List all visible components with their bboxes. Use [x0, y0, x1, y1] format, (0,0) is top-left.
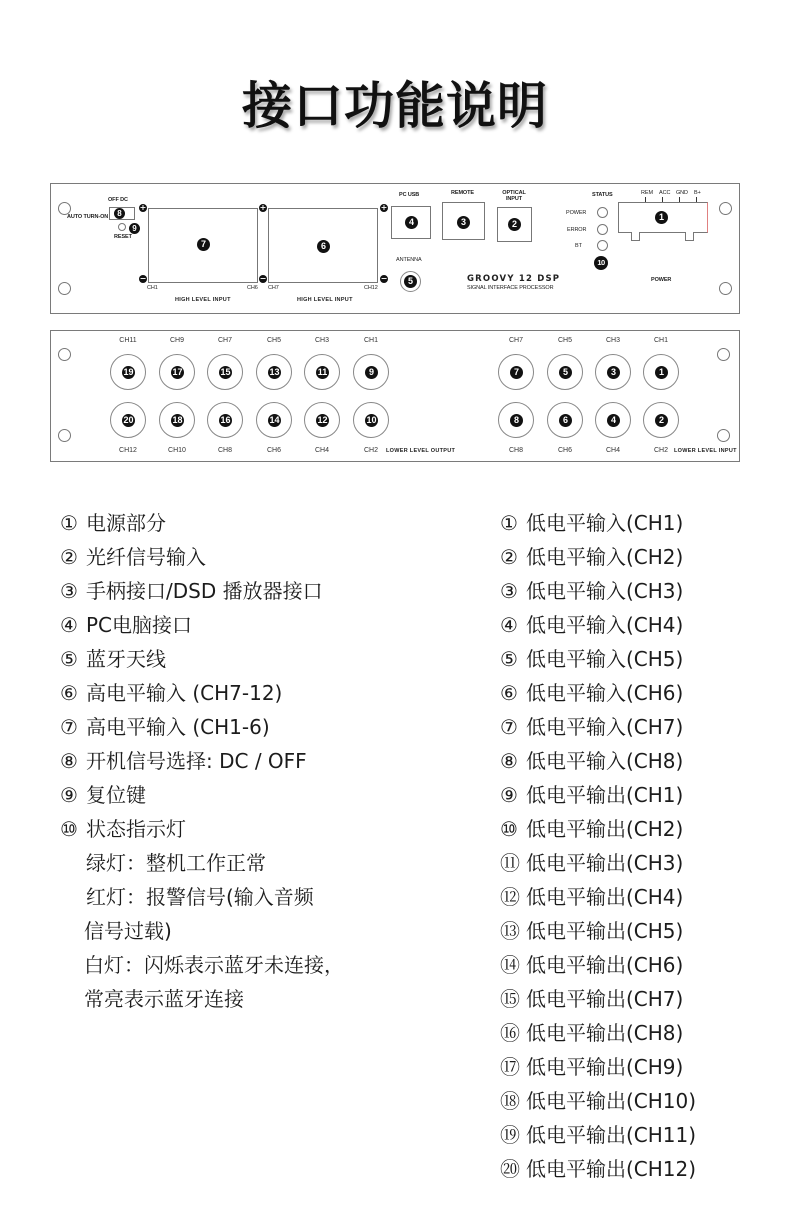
callout-badge: 15 [220, 367, 231, 377]
rca-jack [256, 402, 292, 438]
reset-label: RESET [114, 234, 132, 240]
ch-label: CH1 [653, 337, 668, 344]
led-label: BT [575, 243, 582, 249]
rca-jack [304, 354, 340, 390]
high-level-input-2-connector [268, 208, 378, 283]
callout-badge: 13 [269, 367, 280, 377]
status-note: 绿灯：整机工作正常 [86, 851, 266, 875]
bottom-panel-diagram [50, 330, 740, 462]
callout-badge: 16 [220, 415, 231, 425]
rca-jack [643, 354, 679, 390]
callout-badge: 5 [404, 275, 417, 288]
minus-icon: − [380, 274, 388, 283]
callout-badge: 7 [510, 366, 523, 379]
callout-badge: 1 [655, 211, 668, 224]
top-panel-diagram [50, 183, 740, 314]
rca-jack [159, 354, 195, 390]
callout-badge: 6 [559, 414, 572, 427]
list-item: ⑦ 高电平输入 (CH1-6) [60, 715, 270, 739]
ch-label: CH9 [169, 337, 184, 344]
rca-jack [304, 402, 340, 438]
right-legend-list [500, 506, 696, 1186]
ch-label: CH11 [119, 337, 137, 344]
connector-tab [631, 232, 640, 241]
switch-side-label: AUTO TURN-ON [67, 214, 109, 220]
callout-badge: 9 [365, 366, 378, 379]
ch-label: CH4 [605, 447, 620, 454]
callout-badge: 19 [123, 367, 134, 377]
rca-jack [643, 402, 679, 438]
callout-badge: 3 [457, 216, 470, 229]
auto-turn-on-switch [109, 207, 135, 220]
mount-hole-icon [58, 282, 71, 295]
rca-jack [498, 354, 534, 390]
list-item: ④ PC电脑接口 [60, 613, 193, 637]
rca-jack [498, 402, 534, 438]
power-pin-label: GND [676, 190, 688, 196]
status-title: STATUS [592, 192, 613, 198]
plus-icon: + [380, 203, 388, 212]
ch-label: CH8 [508, 447, 523, 454]
remote-label: REMOTE [451, 190, 474, 196]
left-legend-list [60, 506, 344, 1016]
callout-badge: 8 [510, 414, 523, 427]
led-label: POWER [566, 210, 587, 216]
status-note: 白灯：闪烁表示蓝牙未连接， [84, 953, 344, 977]
list-item: ⑳ 低电平输出(CH12) [500, 1157, 697, 1181]
list-item: ⑤ 低电平输入(CH5) [500, 647, 684, 671]
list-item: ② 低电平输入(CH2) [500, 545, 684, 569]
ch-label: CH1 [147, 285, 158, 291]
list-item: ⑩ 低电平输出(CH2) [500, 817, 684, 841]
section-label: LOWER LEVEL OUTPUT [386, 448, 456, 454]
reset-button-icon [118, 223, 126, 231]
mount-hole-icon [58, 348, 71, 361]
callout-badge: 18 [172, 415, 183, 425]
list-item: ⑥ 低电平输入(CH6) [500, 681, 684, 705]
ch-label: CH7 [268, 285, 279, 291]
list-item: ⑯ 低电平输出(CH8) [500, 1021, 684, 1045]
list-item: ③ 手柄接口/DSD 播放器接口 [60, 579, 323, 603]
rca-jack [110, 354, 146, 390]
list-item: ② 光纤信号输入 [60, 545, 206, 569]
callout-badge: 12 [317, 415, 328, 425]
rca-jack [353, 402, 389, 438]
pc-usb-port [391, 206, 431, 239]
high-level-input-1-connector [148, 208, 258, 283]
optical-label: OPTICAL INPUT [502, 190, 526, 202]
rca-jack [256, 354, 292, 390]
minus-icon: − [139, 274, 147, 283]
plus-icon: + [139, 203, 147, 212]
section-label: HIGH LEVEL INPUT [297, 297, 353, 303]
ch-label: CH6 [557, 447, 572, 454]
switch-top-label: OFF DC [108, 197, 128, 203]
list-item: ⑲ 低电平输出(CH11) [500, 1123, 697, 1147]
brand-subtitle: SIGNAL INTERFACE PROCESSOR [467, 285, 554, 291]
rca-jack [547, 354, 583, 390]
ch-label: CH7 [508, 337, 523, 344]
power-pin-label: REM [641, 190, 653, 196]
page-title: 接口功能说明 [242, 77, 548, 135]
callout-badge: 9 [129, 223, 140, 234]
list-item: ⑧ 开机信号选择: DC / OFF [60, 749, 307, 773]
status-note: 信号过载) [84, 919, 172, 943]
pc-usb-label: PC USB [399, 192, 420, 198]
power-pin-label: ACC [659, 190, 671, 196]
list-item: ⑭ 低电平输出(CH6) [500, 953, 684, 977]
list-item: ⑮ 低电平输出(CH7) [500, 987, 684, 1011]
callout-badge: 1 [655, 366, 668, 379]
connector-tab [685, 232, 694, 241]
mount-hole-icon [58, 429, 71, 442]
list-item: ⑩ 状态指示灯 [60, 817, 186, 841]
list-item: ⑨ 低电平输出(CH1) [500, 783, 684, 807]
power-connector [618, 202, 708, 233]
callout-badge: 14 [269, 415, 280, 425]
ch-label: CH10 [168, 447, 186, 454]
plus-icon: + [259, 203, 267, 212]
antenna-connector [400, 271, 421, 292]
rca-jack [159, 402, 195, 438]
ch-label: CH2 [363, 447, 378, 454]
rca-jack [207, 354, 243, 390]
rca-jack [547, 402, 583, 438]
list-item: ③ 低电平输入(CH3) [500, 579, 684, 603]
ch-label: CH5 [557, 337, 572, 344]
error-led-icon [597, 224, 608, 235]
mount-hole-icon [717, 429, 730, 442]
list-item: ⑥ 高电平输入 (CH7-12) [60, 681, 283, 705]
rca-jack [595, 354, 631, 390]
callout-badge: 4 [405, 216, 418, 229]
callout-badge: 2 [508, 218, 521, 231]
list-item: ⑨ 复位键 [60, 783, 146, 807]
list-item: ⑰ 低电平输出(CH9) [500, 1055, 684, 1079]
callout-badge: 17 [172, 367, 183, 377]
ch-label: CH7 [217, 337, 232, 344]
callout-badge: 5 [559, 366, 572, 379]
list-item: ⑧ 低电平输入(CH8) [500, 749, 684, 773]
mount-hole-icon [719, 282, 732, 295]
brand-name: GROOVY 12 DSP [467, 274, 561, 284]
ch-label: CH6 [247, 285, 258, 291]
list-item: ⑤ 蓝牙天线 [60, 647, 166, 671]
minus-icon: − [259, 274, 267, 283]
remote-port [442, 202, 485, 240]
list-item: ⑦ 低电平输入(CH7) [500, 715, 684, 739]
callout-badge: 2 [655, 414, 668, 427]
rca-jack [207, 402, 243, 438]
callout-badge: 8 [114, 208, 125, 219]
power-led-icon [597, 207, 608, 218]
rca-jack [353, 354, 389, 390]
mount-hole-icon [717, 348, 730, 361]
mount-hole-icon [719, 202, 732, 215]
list-item: ⑬ 低电平输出(CH5) [500, 919, 684, 943]
rca-jack [110, 402, 146, 438]
rca-jack [595, 402, 631, 438]
list-item: ⑪ 低电平输出(CH3) [500, 851, 684, 875]
power-pin-label: B+ [694, 190, 701, 196]
list-item: ④ 低电平输入(CH4) [500, 613, 684, 637]
callout-badge: 10 [594, 256, 608, 270]
ch-label: CH12 [364, 285, 378, 291]
callout-badge: 11 [317, 367, 328, 377]
status-note: 常亮表示蓝牙连接 [84, 987, 244, 1011]
callout-badge: 10 [366, 415, 377, 425]
list-item: ① 低电平输入(CH1) [500, 511, 684, 535]
power-label: POWER [651, 277, 672, 283]
ch-label: CH1 [363, 337, 378, 344]
ch-label: CH8 [217, 447, 232, 454]
antenna-label: ANTENNA [396, 257, 422, 263]
ch-label: CH3 [314, 337, 329, 344]
ch-label: CH12 [119, 447, 137, 454]
list-item: ① 电源部分 [60, 511, 166, 535]
ch-label: CH2 [653, 447, 668, 454]
ch-label: CH6 [266, 447, 281, 454]
ch-label: CH5 [266, 337, 281, 344]
ch-label: CH3 [605, 337, 620, 344]
optical-input-port [497, 207, 532, 242]
callout-badge: 4 [607, 414, 620, 427]
section-label: LOWER LEVEL INPUT [674, 448, 737, 454]
ch-label: CH4 [314, 447, 329, 454]
callout-badge: 6 [317, 240, 330, 253]
callout-badge: 20 [123, 415, 134, 425]
callout-badge: 7 [197, 238, 210, 251]
led-label: ERROR [567, 227, 587, 233]
status-note: 红灯：报警信号(输入音频 [86, 885, 314, 909]
bt-led-icon [597, 240, 608, 251]
section-label: HIGH LEVEL INPUT [175, 297, 231, 303]
callout-badge: 3 [607, 366, 620, 379]
list-item: ⑫ 低电平输出(CH4) [500, 885, 684, 909]
list-item: ⑱ 低电平输出(CH10) [500, 1089, 697, 1113]
